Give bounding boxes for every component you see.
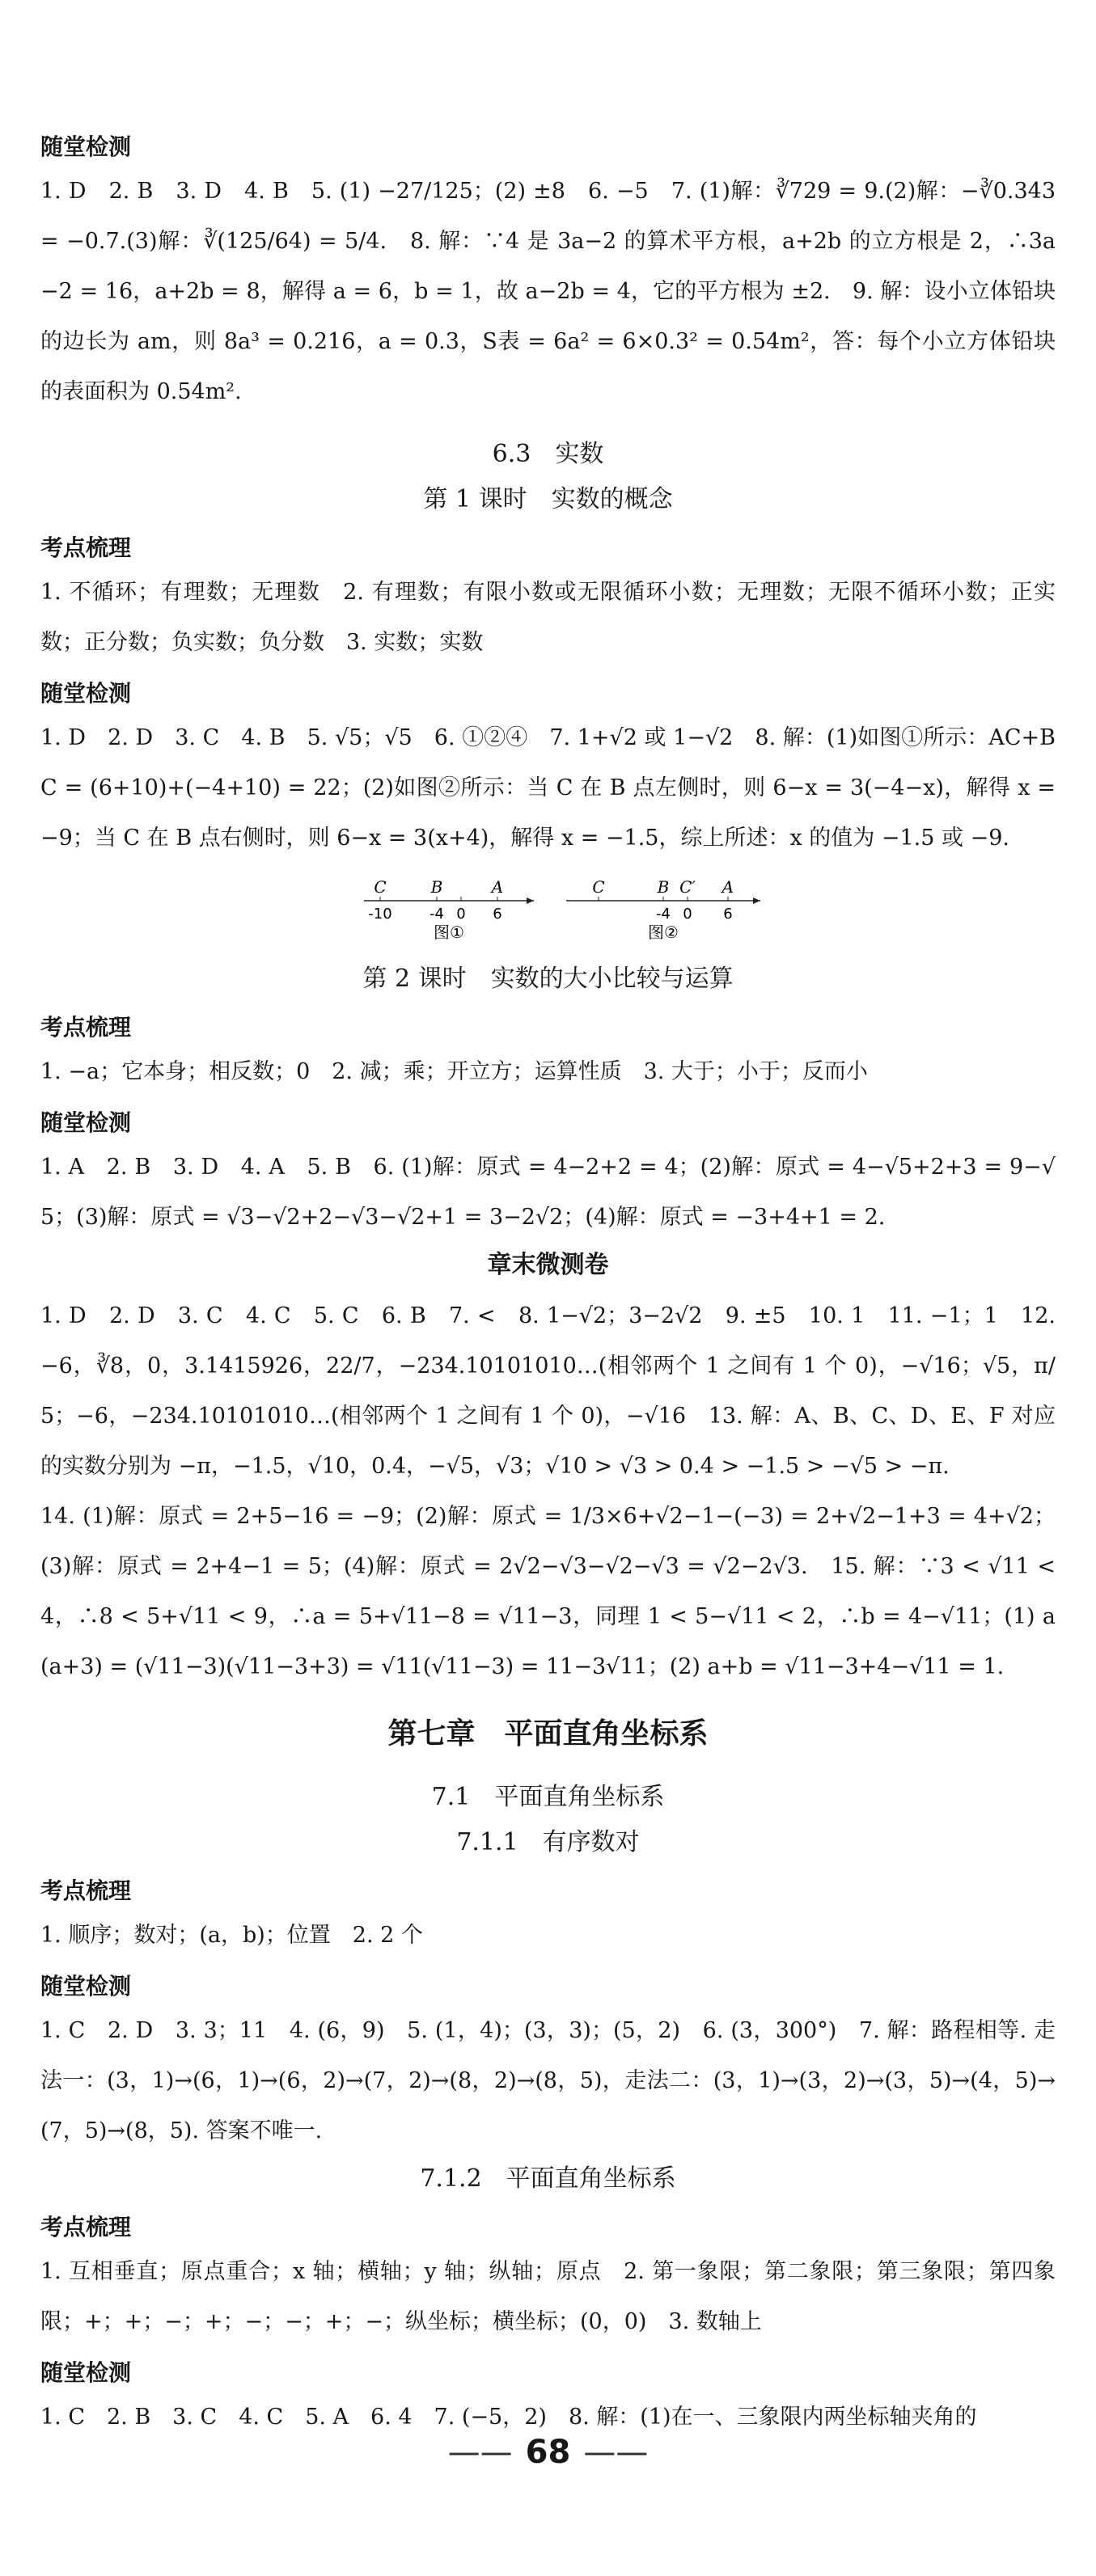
fig1-point-letter: A	[491, 877, 504, 897]
fig1-axis-arrow	[527, 897, 534, 904]
section-label: 随堂检测	[40, 2359, 132, 2386]
fig1-caption: 图①	[434, 923, 464, 942]
fig2-tick-label: 6	[723, 906, 733, 923]
answer-paragraph: 1. C 2. B 3. C 4. C 5. A 6. 4 7. (−5，2) 8. 解：(1)在一、三象限内两坐标轴夹角的	[40, 2405, 977, 2430]
answer-page	[40, 121, 1056, 2443]
section-heading: 7.1 平面直角坐标系	[431, 1783, 665, 1811]
section-label: 考点梳理	[40, 534, 132, 561]
test-heading: 章末微测卷	[487, 1251, 609, 1279]
fig2-tick-label: -4	[656, 906, 671, 923]
chapter-heading: 第七章 平面直角坐标系	[387, 1717, 709, 1750]
fig2-point-letter: B	[657, 877, 670, 897]
number-line-figures	[40, 868, 1056, 945]
fig1-tick-label: -10	[368, 906, 392, 923]
answer-paragraph: 1. D 2. D 3. C 4. C 5. C 6. B 7. < 8. 1−√2；3−2√2 9. ±5 10. 1 11. −1；1 12. −6，∛8，0，3.1415926，22/7，−234.10101010…(相邻两个 1 之间有 1 个 0)，−√16；√5，π/5；−6，−234.10101010…(相邻两个 1 之间有 1 个 0)，−√16 13. 解：A、B、C、D、E、F 对应的实数分别为 −π，−1.5，√10，0.4，−√5，√3；√10 > √3 > 0.4 > −1.5 > −√5 > −π.	[40, 1303, 1056, 1479]
fig1-point-letter: B	[430, 877, 443, 897]
fig2-tick-label: 0	[683, 906, 692, 923]
answer-paragraph: 1. D 2. D 3. C 4. B 5. √5；√5 6. ①②④ 7. 1+√2 或 1−√2 8. 解：(1)如图①所示：AC+BC = (6+10)+(−4+10) = 22；(2)如图②所示：当 C 在 B 点左侧时，则 6−x = 3(−4−x)，解得 x = −9；当 C 在 B 点右侧时，则 6−x = 3(x+4)，解得 x = −1.5，综上所述：x 的值为 −1.5 或 −9.	[40, 725, 1056, 851]
fig1-tick-label: 6	[493, 906, 502, 923]
page-number: —— 68 ——	[447, 2434, 649, 2471]
answer-paragraph: 14. (1)解：原式 = 2+5−16 = −9；(2)解：原式 = 1/3×6+√2−1−(−3) = 2+√2−1+3 = 4+√2；(3)解：原式 = 2+4−1 = 5；(4)解：原式 = 2√2−√3−√2−√3 = √2−2√3. 15. 解：∵3 < √11 < 4，∴8 < 5+√11 < 9，∴a = 5+√11−8 = √11−3，同理 1 < 5−√11 < 2，∴b = 4−√11；(1) a(a+3) = (√11−3)(√11−3+3) = √11(√11−3) = 11−3√11；(2) a+b = √11−3+4−√11 = 1.	[40, 1504, 1056, 1679]
answer-paragraph: 1. A 2. B 3. D 4. A 5. B 6. (1)解：原式 = 4−2+2 = 4；(2)解：原式 = 4−√5+2+3 = 9−√5；(3)解：原式 = √3−√2+2−√3−√2+1 = 3−2√2；(4)解：原式 = −3+4+1 = 2.	[40, 1155, 1056, 1230]
answer-paragraph: 1. C 2. D 3. 3；11 4. (6，9) 5. (1，4)；(3，3)；(5，2) 6. (3，300°) 7. 解：路程相等. 走法一：(3，1)→(6，1)→(6，2)→(7，2)→(8，2)→(8，5)，走法二：(3，1)→(3，2)→(3，5)→(4，5)→(7，5)→(8，5). 答案不唯一.	[40, 2018, 1056, 2143]
section-label: 随堂检测	[40, 1973, 132, 2000]
fig1-point-letter: C	[374, 877, 387, 897]
fig2-point-letter: C′	[679, 877, 696, 897]
section-label: 考点梳理	[40, 1014, 132, 1041]
answer-paragraph: 1. D 2. B 3. D 4. B 5. (1) −27/125；(2) ±8 6. −5 7. (1)解：∛729 = 9.(2)解：−∛0.343 = −0.7.(3)解：∛(125/64) = 5/4. 8. 解：∵4 是 3a−2 的算术平方根，a+2b 的立方根是 2，∴3a−2 = 16，a+2b = 8，解得 a = 6，b = 1，故 a−2b = 4，它的平方根为 ±2. 9. 解：设小立体铅块的边长为 am，则 8a³ = 0.216，a = 0.3，S表 = 6a² = 6×0.3² = 0.54m²，答：每个小立方体铅块的表面积为 0.54m².	[40, 179, 1056, 404]
section-label: 考点梳理	[40, 1877, 132, 1904]
fig2-axis-arrow	[753, 897, 760, 904]
lesson-heading: 第 1 课时 实数的概念	[423, 485, 673, 513]
answer-paragraph: 1. 顺序；数对；(a，b)；位置 2. 2 个	[40, 1923, 423, 1948]
fig2-point-letter: C	[592, 877, 605, 897]
lesson-heading: 7.1.1 有序数对	[456, 1828, 640, 1856]
section-heading: 6.3 实数	[492, 440, 604, 468]
section-label: 考点梳理	[40, 2214, 132, 2240]
fig1-tick-label: 0	[456, 906, 466, 923]
section-label: 随堂检测	[40, 1109, 132, 1136]
fig2-caption: 图②	[648, 923, 679, 942]
section-label: 随堂检测	[40, 133, 132, 160]
section-label: 随堂检测	[40, 680, 132, 707]
fig2-point-letter: A	[721, 877, 734, 897]
number-line-svg	[332, 868, 768, 945]
lesson-heading: 7.1.2 平面直角坐标系	[420, 2164, 676, 2193]
lesson-heading: 第 2 课时 实数的大小比较与运算	[362, 965, 734, 993]
answer-paragraph: 1. 不循环；有理数；无理数 2. 有理数；有限小数或无限循环小数；无理数；无限不循环小数；正实数；正分数；负实数；负分数 3. 实数；实数	[40, 580, 1056, 655]
answer-paragraph: 1. −a；它本身；相反数；0 2. 减；乘；开立方；运算性质 3. 大于；小于；反而小	[40, 1059, 868, 1084]
answer-paragraph: 1. 互相垂直；原点重合；x 轴；横轴；y 轴；纵轴；原点 2. 第一象限；第二象限；第三象限；第四象限；+；+；−；+；−；−；+；−；纵坐标；横坐标；(0，0) 3. 数轴上	[40, 2259, 1056, 2334]
fig1-tick-label: -4	[430, 906, 444, 923]
